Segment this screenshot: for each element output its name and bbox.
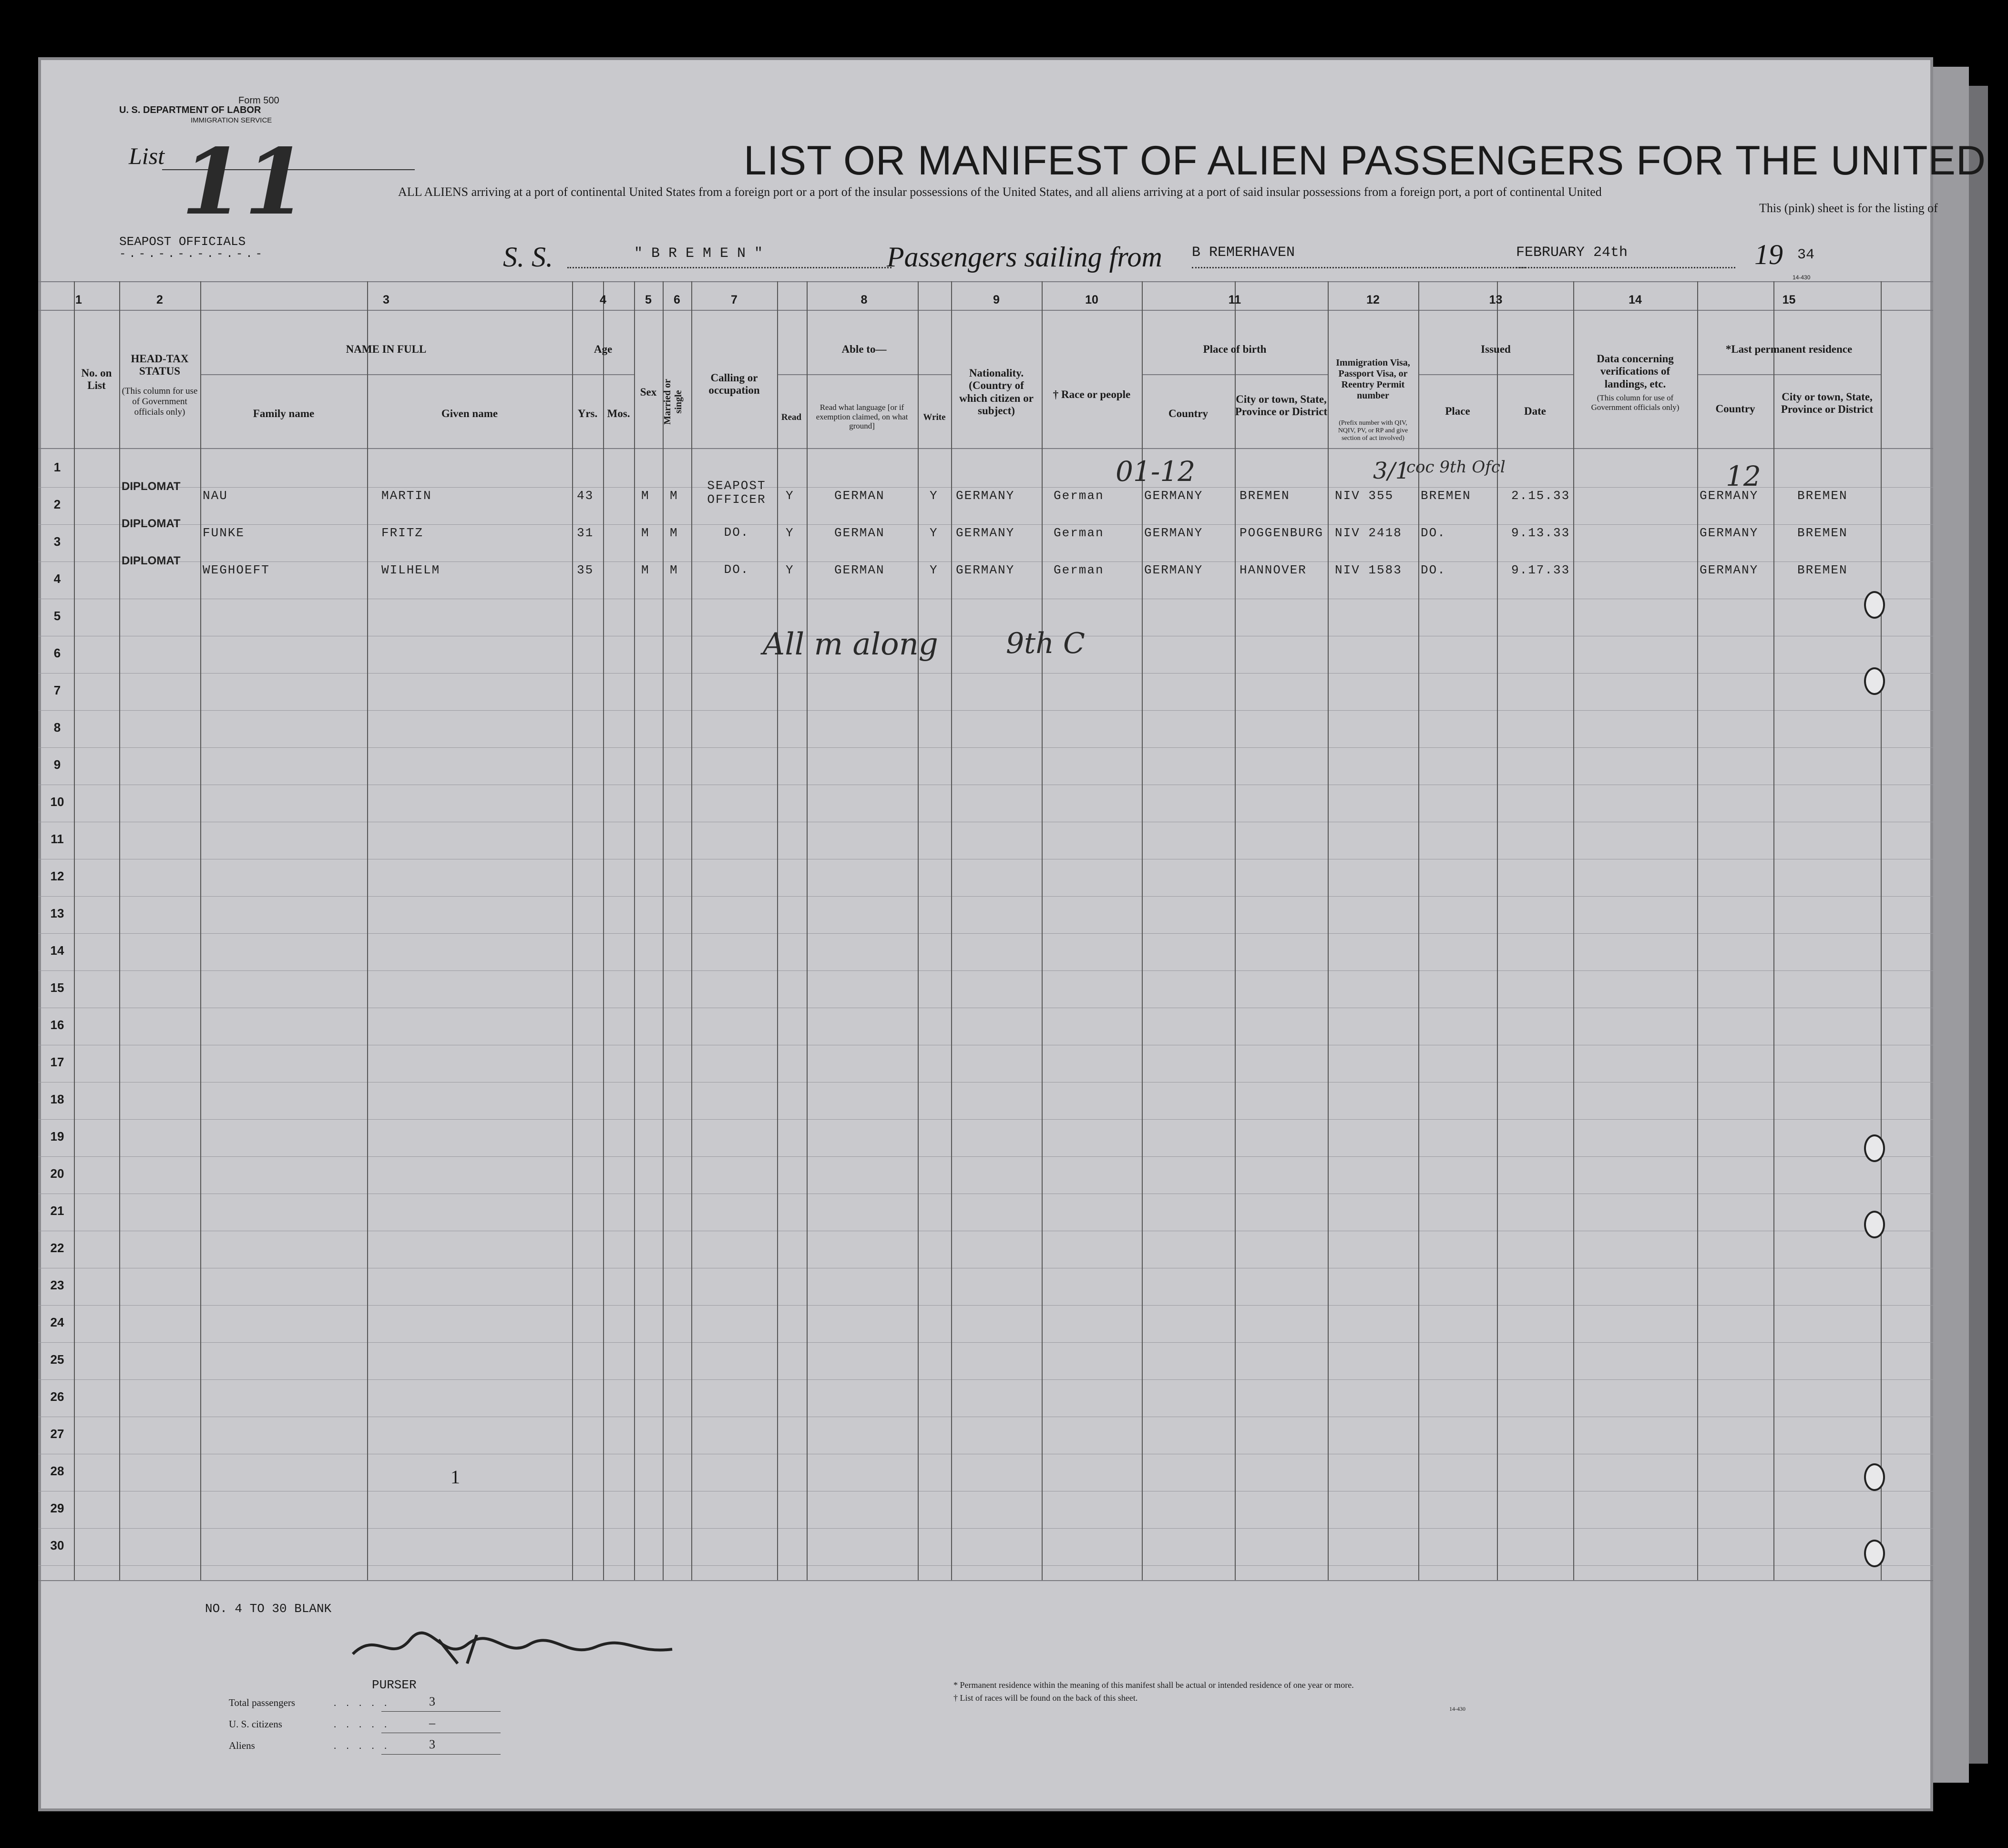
age-years: 35 xyxy=(577,563,594,577)
sailing-date: FEBRUARY 24th xyxy=(1516,245,1628,261)
grid-column-line xyxy=(777,281,778,1580)
col-number: 8 xyxy=(861,293,868,306)
visa-number: NIV 1583 xyxy=(1335,563,1402,577)
service: IMMIGRATION SERVICE xyxy=(191,116,272,124)
grid-column-line xyxy=(691,281,692,1580)
header-birth-country: Country xyxy=(1168,408,1209,419)
year-prefix: 19 xyxy=(1754,239,1783,270)
grid-column-line xyxy=(603,281,604,1580)
col-number: 11 xyxy=(1228,293,1241,306)
header-read: Read xyxy=(781,412,802,422)
header-place-of-birth: Place of birth xyxy=(1203,343,1267,355)
read-language: GERMAN xyxy=(834,563,885,577)
header-write: Write xyxy=(923,412,946,422)
row-number: 14 xyxy=(50,943,64,958)
row-number: 8 xyxy=(53,720,61,735)
col-number: 1 xyxy=(75,293,82,306)
subtitle-line2: This (pink) sheet is for the listing of xyxy=(1759,201,1938,215)
read-language: GERMAN xyxy=(834,526,885,540)
calling: DO. xyxy=(724,562,749,577)
page-stack-edge xyxy=(1933,67,1969,1783)
family-name: WEGHOEFT xyxy=(203,563,270,577)
header-last-residence: *Last permanent residence xyxy=(1725,343,1853,355)
grid-row-line xyxy=(38,1305,1933,1306)
head-tax-status: DIPLOMAT xyxy=(122,517,181,530)
binder-hole xyxy=(1864,1463,1885,1491)
grid-column-line xyxy=(663,281,664,1580)
grid-row-line xyxy=(1697,374,1881,375)
grid-column-line xyxy=(634,281,635,1580)
nationality: GERMANY xyxy=(956,563,1015,577)
able-read: Y xyxy=(786,563,794,577)
header-calling: Calling or occupation xyxy=(708,372,760,397)
dots: . . . . . xyxy=(334,1740,391,1751)
row-number: 9 xyxy=(53,757,61,772)
row-number: 28 xyxy=(50,1464,64,1478)
citizens-label: U. S. citizens xyxy=(229,1718,282,1730)
header-name-in-full: NAME IN FULL xyxy=(346,343,427,355)
able-read: Y xyxy=(786,489,794,503)
row4-annotation-2: 9th C xyxy=(1006,627,1085,660)
residence-city: BREMEN xyxy=(1797,563,1848,577)
grid-column-line xyxy=(74,281,75,1580)
grid-column-line xyxy=(1235,281,1236,1580)
row-number: 18 xyxy=(50,1092,64,1106)
given-name: FRITZ xyxy=(381,526,424,540)
row-number: 15 xyxy=(50,980,64,995)
header-verifications-note: (This column for use of Government officials only) xyxy=(1591,393,1680,412)
row-number: 4 xyxy=(53,572,61,586)
col-number: 12 xyxy=(1366,293,1380,306)
dots: . . . . . xyxy=(334,1697,391,1708)
residence-city: BREMEN xyxy=(1797,526,1848,540)
ss-label: S. S. xyxy=(503,241,553,273)
grid-row-line xyxy=(38,896,1933,897)
row-number: 12 xyxy=(50,869,64,883)
birth-code-annotation: 01-12 xyxy=(1116,455,1196,488)
header-issued-place: Place xyxy=(1445,405,1470,417)
calling: DO. xyxy=(724,525,749,540)
stray-mark: 1 xyxy=(451,1466,460,1488)
ship-name: " B R E M E N " xyxy=(634,245,763,262)
able-write: Y xyxy=(930,526,938,540)
grid-column-line xyxy=(1881,281,1882,1580)
grid-row-line xyxy=(38,524,1933,525)
header-no-on-list: No. on List xyxy=(81,367,112,392)
birth-country: GERMANY xyxy=(1144,563,1203,577)
header-sex: Sex xyxy=(640,386,657,398)
issued-place: BREMEN xyxy=(1421,489,1471,503)
residence-country: GERMANY xyxy=(1700,489,1759,503)
grid-column-line xyxy=(951,281,952,1580)
race: German xyxy=(1054,489,1104,503)
row-number: 27 xyxy=(50,1427,64,1441)
sailing-label: Passengers sailing from xyxy=(887,241,1162,273)
total-passengers-label: Total passengers xyxy=(229,1697,296,1708)
grid-column-line xyxy=(572,281,573,1580)
row-number: 29 xyxy=(50,1501,64,1515)
total-line xyxy=(381,1711,501,1712)
citizens-value: – xyxy=(429,1716,435,1730)
read-language: GERMAN xyxy=(834,489,885,503)
header-age-mos: Mos. xyxy=(607,408,630,419)
header-age: Age xyxy=(594,343,613,355)
row-number: 24 xyxy=(50,1315,64,1329)
row-number: 22 xyxy=(50,1241,64,1255)
row-number: 1 xyxy=(53,460,61,474)
binder-hole xyxy=(1864,591,1885,619)
row-number: 26 xyxy=(50,1389,64,1404)
row-number: 25 xyxy=(50,1352,64,1367)
row-number: 3 xyxy=(53,534,61,549)
header-age-yrs: Yrs. xyxy=(577,408,598,419)
marital-status: M xyxy=(670,563,678,577)
grid-row-line xyxy=(38,1528,1933,1529)
age-years: 31 xyxy=(577,526,594,540)
header-verifications: Data concerning verifications of landings, etc. xyxy=(1597,353,1674,390)
grid-row-line xyxy=(38,933,1933,934)
row-number: 11 xyxy=(51,832,64,846)
group-underline: -.-.-.-.-.-.-.- xyxy=(119,248,266,261)
aliens-line xyxy=(381,1754,501,1755)
department: U. S. DEPARTMENT OF LABOR xyxy=(119,105,261,115)
row-number: 21 xyxy=(50,1204,64,1218)
visa-sub-annotation: coc 9th Ofcl xyxy=(1406,458,1506,477)
grid-column-line xyxy=(367,281,368,1580)
row-number: 13 xyxy=(50,906,64,920)
row-number: 6 xyxy=(53,646,61,660)
grid-row-line xyxy=(1418,374,1573,375)
header-head-tax-note: (This column for use of Government officials only) xyxy=(122,386,198,417)
row-number: 23 xyxy=(50,1278,64,1292)
grid-row-line xyxy=(38,448,1933,449)
birth-city: BREMEN xyxy=(1240,489,1290,503)
visa-number: NIV 2418 xyxy=(1335,526,1402,540)
given-name: WILHELM xyxy=(381,563,441,577)
header-race: † Race or people xyxy=(1053,388,1131,400)
residence-country: GERMANY xyxy=(1700,526,1759,540)
header-issued-date: Date xyxy=(1524,405,1546,417)
purser-label: PURSER xyxy=(372,1678,417,1692)
year-suffix: 34 xyxy=(1797,247,1815,263)
col-number: 13 xyxy=(1489,293,1503,306)
visa-number: NIV 355 xyxy=(1335,489,1394,503)
form-code-top: 14-430 xyxy=(1793,274,1811,281)
binder-hole xyxy=(1864,1540,1885,1567)
grid-row-line xyxy=(38,1156,1933,1157)
manifest-table xyxy=(38,57,1933,1811)
col-number: 4 xyxy=(600,293,606,306)
list-label: List xyxy=(129,143,165,169)
total-passengers-value: 3 xyxy=(429,1695,435,1708)
grid-row-line xyxy=(38,1342,1933,1343)
binder-hole xyxy=(1864,1211,1885,1238)
sex: M xyxy=(641,489,650,503)
header-nationality: Nationality. (Country of which citizen or subject) xyxy=(959,367,1034,417)
able-write: Y xyxy=(930,489,938,503)
birth-city: HANNOVER xyxy=(1240,563,1307,577)
head-tax-status: DIPLOMAT xyxy=(122,480,181,493)
header-residence-city: City or town, State, Province or District xyxy=(1781,391,1874,416)
binder-hole xyxy=(1864,1134,1885,1162)
row-number: 5 xyxy=(53,609,61,623)
nationality: GERMANY xyxy=(956,489,1015,503)
col-number: 6 xyxy=(674,293,680,306)
manifest-sheet xyxy=(38,57,1987,1811)
issued-place: DO. xyxy=(1421,526,1446,540)
subtitle-line1: ALL ALIENS arriving at a port of continental United States from a foreign port or a port of the insular possessions of the United States, and all aliens arriving at a port of said insular possessions from a foreign port, a port of continental United xyxy=(398,185,1602,199)
age-years: 43 xyxy=(577,489,594,503)
nationality: GERMANY xyxy=(956,526,1015,540)
footnote-races: † List of races will be found on the back of this sheet. xyxy=(953,1693,1138,1703)
grid-row-line xyxy=(38,310,1933,311)
header-issued: Issued xyxy=(1481,343,1511,355)
signature-scribble xyxy=(348,1621,682,1673)
grid-row-line xyxy=(38,281,1933,282)
page-stack-edge-dark xyxy=(1969,86,1988,1764)
header-married-single: Married or single xyxy=(662,378,684,425)
header-able-to: Able to— xyxy=(841,343,887,355)
residence-country: GERMANY xyxy=(1700,563,1759,577)
col-number: 5 xyxy=(645,293,652,306)
col-number: 3 xyxy=(383,293,389,306)
race: German xyxy=(1054,563,1104,577)
row-number: 2 xyxy=(53,497,61,511)
col-number: 14 xyxy=(1629,293,1642,306)
aliens-label: Aliens xyxy=(229,1740,255,1751)
grid-row-line xyxy=(38,970,1933,971)
residence-code-annotation: 12 xyxy=(1726,460,1761,492)
grid-column-line xyxy=(200,281,201,1580)
residence-city: BREMEN xyxy=(1797,489,1848,503)
header-residence-country: Country xyxy=(1715,403,1755,415)
head-tax-status: DIPLOMAT xyxy=(122,554,181,567)
row-number: 19 xyxy=(50,1129,64,1144)
blank-note: NO. 4 TO 30 BLANK xyxy=(205,1602,332,1616)
document-title: LIST OR MANIFEST OF ALIEN PASSENGERS FOR THE UNITED xyxy=(744,138,1987,184)
aliens-value: 3 xyxy=(429,1737,435,1751)
race: German xyxy=(1054,526,1104,540)
sex: M xyxy=(641,526,650,540)
grid-column-line xyxy=(807,281,808,1580)
grid-column-line xyxy=(1328,281,1329,1580)
grid-column-line xyxy=(1697,281,1698,1580)
family-name: FUNKE xyxy=(203,526,245,540)
grid-row-line xyxy=(38,747,1933,748)
header-head-tax: HEAD-TAX STATUS xyxy=(131,353,189,378)
header-given-name: Given name xyxy=(441,408,498,419)
binder-hole xyxy=(1864,667,1885,695)
row-number: 10 xyxy=(50,795,64,809)
dots: . . . . . xyxy=(334,1718,391,1730)
row-number: 30 xyxy=(50,1538,64,1552)
able-read: Y xyxy=(786,526,794,540)
header-read-language: Read what language [or if exemption claimed, on what ground] xyxy=(816,403,908,431)
grid-row-line xyxy=(200,374,634,375)
marital-status: M xyxy=(670,526,678,540)
header-birth-city: City or town, State, Province or District xyxy=(1235,393,1328,418)
col-number: 7 xyxy=(731,293,738,306)
issued-place: DO. xyxy=(1421,563,1446,577)
family-name: NAU xyxy=(203,489,228,503)
given-name: MARTIN xyxy=(381,489,432,503)
grid-column-line xyxy=(119,281,120,1580)
grid-row-line xyxy=(38,1580,1933,1581)
footnote-residence: * Permanent residence within the meaning of this manifest shall be actual or intended residence of one year or more. xyxy=(953,1680,1354,1690)
sex: M xyxy=(641,563,650,577)
grid-row-line xyxy=(38,487,1933,488)
form-code-bottom: 14-430 xyxy=(1449,1705,1465,1712)
row4-annotation: All m along xyxy=(763,627,938,662)
col-number: 10 xyxy=(1085,293,1098,306)
grid-row-line xyxy=(38,1565,1933,1566)
able-write: Y xyxy=(930,563,938,577)
group-label: SEAPOST OFFICIALS xyxy=(119,235,246,249)
header-family-name: Family name xyxy=(253,408,315,419)
birth-country: GERMANY xyxy=(1144,489,1203,503)
issued-date: 9.17.33 xyxy=(1511,563,1570,577)
row-number: 7 xyxy=(53,683,61,697)
calling: SEAPOST OFFICER xyxy=(707,479,766,507)
grid-column-line xyxy=(1042,281,1043,1580)
birth-country: GERMANY xyxy=(1144,526,1203,540)
grid-row-line xyxy=(38,710,1933,711)
col-number: 15 xyxy=(1782,293,1796,306)
col-number: 2 xyxy=(156,293,163,306)
grid-row-line xyxy=(38,1119,1933,1120)
issued-date: 2.15.33 xyxy=(1511,489,1570,503)
list-number: 11 xyxy=(181,129,307,235)
grid-column-line xyxy=(1773,281,1774,1580)
grid-row-line xyxy=(38,1379,1933,1380)
row-number: 16 xyxy=(50,1018,64,1032)
form-number: Form 500 xyxy=(238,95,279,106)
row-number: 17 xyxy=(50,1055,64,1069)
birth-city: POGGENBURG xyxy=(1240,526,1324,540)
visa-annotation: 3/1 xyxy=(1373,458,1410,484)
issued-date: 9.13.33 xyxy=(1511,526,1570,540)
port-name: B REMERHAVEN xyxy=(1192,245,1295,261)
grid-column-line xyxy=(1573,281,1574,1580)
col-number: 9 xyxy=(993,293,1000,306)
header-visa-note: (Prefix number with QIV, NQIV, PV, or RP and give section of act involved) xyxy=(1338,419,1408,442)
grid-row-line xyxy=(38,673,1933,674)
marital-status: M xyxy=(670,489,678,503)
grid-column-line xyxy=(918,281,919,1580)
row-number: 20 xyxy=(50,1166,64,1181)
header-visa: Immigration Visa, Passport Visa, or Reentry Permit number xyxy=(1336,357,1410,401)
grid-row-line xyxy=(777,374,951,375)
